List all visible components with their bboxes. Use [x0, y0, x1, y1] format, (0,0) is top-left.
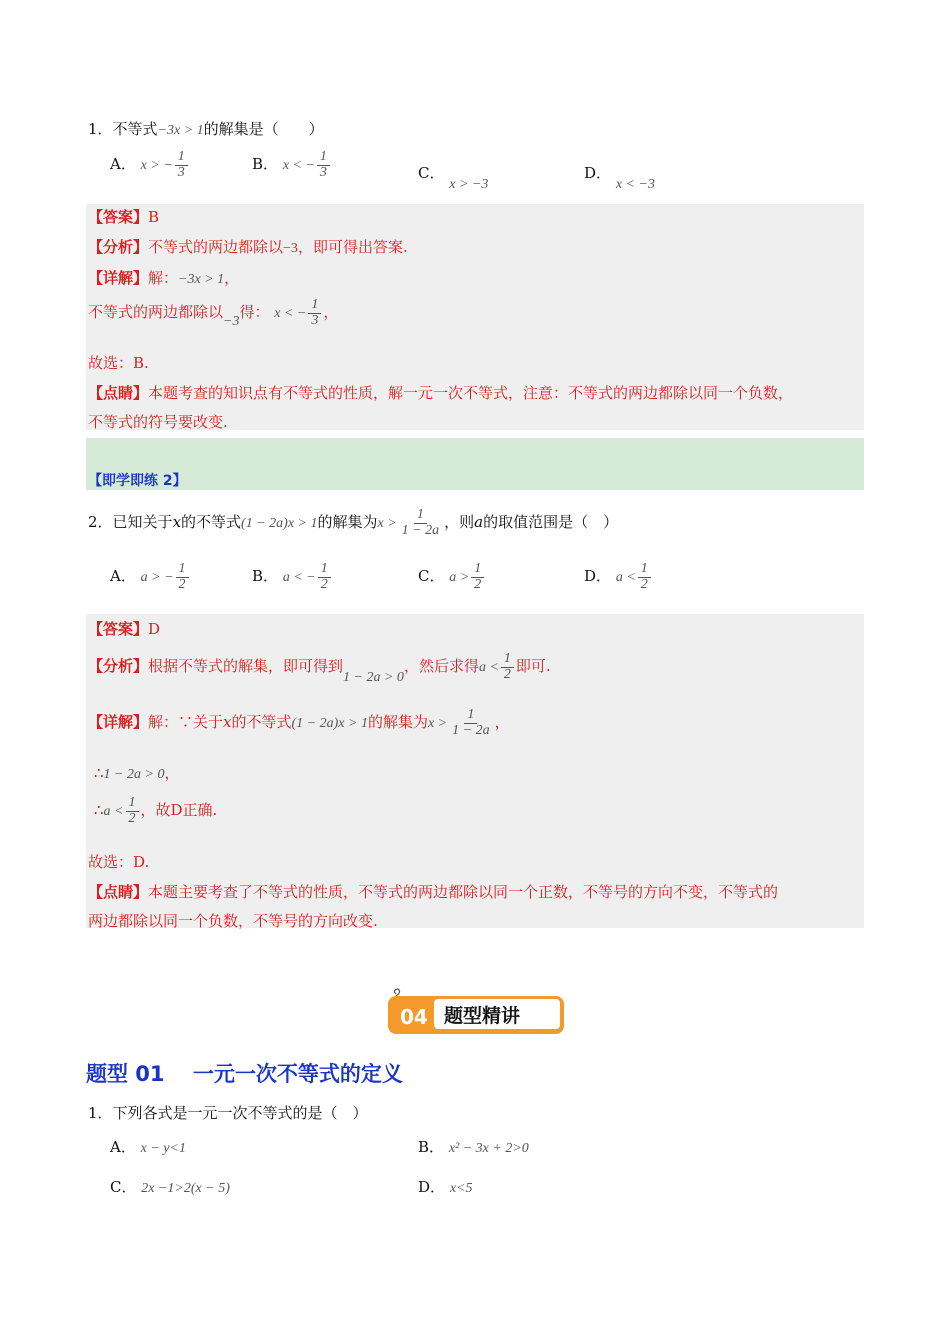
math-expression: a > − — [140, 570, 174, 586]
step-text: ，故D正确. — [140, 801, 218, 820]
option-label: C． — [418, 164, 445, 182]
question-text: 的不等式 — [181, 513, 242, 532]
detail-line-2 — [88, 298, 338, 328]
section-banner — [386, 988, 566, 1036]
numerator: 1 — [308, 298, 321, 314]
math-expression: a < − — [282, 570, 316, 586]
math-expression: x < − — [274, 306, 307, 322]
math-expression: (1 − 2a)x > 1 — [291, 716, 368, 732]
math-expression: x > − — [140, 158, 173, 174]
numerator: 1 — [317, 150, 330, 166]
comment-text: 本题考查的知识点有不等式的性质，解一元一次不等式，注意：不等式的两边都除以同一个负数， — [148, 384, 794, 402]
math-expression: x − y<1 — [140, 1141, 186, 1156]
analysis-line — [88, 236, 408, 257]
option-label: D． — [584, 567, 612, 586]
answer-line — [88, 206, 159, 227]
detail-text: 的解集为 — [367, 713, 428, 732]
option-label: D． — [584, 164, 612, 182]
math-expression: −3 — [223, 314, 240, 330]
numerator: 1 — [464, 708, 477, 724]
numerator: 1 — [638, 562, 651, 578]
question-2 — [88, 508, 618, 538]
option-d — [584, 562, 653, 592]
math-expression: x < − — [282, 158, 315, 174]
denominator: 2 — [178, 576, 186, 592]
option-c — [110, 1176, 230, 1197]
option-a — [110, 150, 190, 180]
variable: x — [172, 513, 182, 532]
numerator: 1 — [318, 562, 331, 578]
banner-title: 题型精讲 — [444, 1005, 521, 1027]
section-title: 题型 01 一元一次不等式的定义 — [86, 1062, 403, 1086]
answer-value: B — [148, 208, 160, 226]
detail-text: 得： — [239, 303, 270, 322]
question-number: 1． — [88, 1104, 113, 1122]
fraction — [449, 708, 492, 738]
denominator: 2 — [474, 576, 482, 592]
math-expression: a < — [478, 660, 499, 676]
option-d — [418, 1176, 472, 1197]
step-2 — [94, 796, 217, 826]
variable: a — [474, 513, 484, 532]
math-expression: (1 − 2a)x > 1 — [241, 516, 318, 532]
denominator: 3 — [319, 164, 327, 180]
option-d — [584, 162, 655, 192]
math-expression: x² − 3x + 2>0 — [448, 1141, 529, 1156]
question-text: 下列各式是一元一次不等式的是（ ） — [112, 1104, 368, 1122]
exercise-title: 【即学即练 2】 — [88, 473, 187, 489]
numerator: 1 — [501, 652, 514, 668]
detail-line — [88, 708, 510, 738]
answer-value: D — [148, 620, 161, 638]
math-expression: −3x > 1 — [178, 272, 225, 287]
numerator: 1 — [175, 150, 188, 166]
detail-text: ， — [224, 269, 240, 287]
option-label: A． — [110, 1138, 136, 1156]
comment-line — [88, 881, 778, 902]
analysis-text: 即可. — [515, 657, 551, 676]
question-text: 的解集为 — [317, 513, 378, 532]
option-label: C． — [418, 567, 445, 586]
detail-text: 的不等式 — [231, 713, 292, 732]
denominator: 2 — [503, 666, 511, 682]
therefore-symbol: ∴ — [94, 764, 104, 782]
fraction — [638, 562, 651, 592]
question-text: 的解集是（ ） — [203, 120, 324, 138]
denominator: 3 — [311, 312, 319, 328]
option-b — [252, 150, 332, 180]
detail-text: ， — [494, 713, 510, 732]
comment-line — [88, 382, 793, 403]
math-expression: 1 − 2a > 0 — [343, 670, 404, 686]
math-expression: 1 − 2a > 0 — [103, 767, 165, 782]
answer-line — [88, 618, 160, 639]
step-text: ， — [164, 764, 180, 782]
analysis-text: ，然后求得 — [403, 657, 479, 676]
denominator: 1 − 2a — [401, 522, 440, 538]
fraction — [126, 796, 139, 826]
fraction — [317, 150, 330, 180]
variable: x — [223, 713, 232, 732]
option-label: C． — [110, 1178, 137, 1196]
denominator: 1 − 2a — [452, 722, 490, 738]
math-expression: a > — [449, 570, 470, 586]
numerator: 1 — [471, 562, 484, 578]
step-1 — [94, 762, 179, 783]
denominator: 2 — [128, 810, 136, 826]
comment-text: 两边都除以同一个负数，不等号的方向改变. — [88, 912, 378, 930]
paperclip-icon — [394, 989, 399, 996]
option-a — [110, 562, 191, 592]
fraction — [175, 150, 188, 180]
analysis-text: 不等式的两边都除以 — [148, 238, 284, 256]
detail-text: 不等式的两边都除以 — [88, 303, 224, 322]
banner-number: 04 — [400, 1005, 428, 1029]
numerator: 1 — [126, 796, 139, 812]
option-b — [418, 1136, 529, 1157]
option-label: B． — [418, 1138, 445, 1156]
option-label: D． — [418, 1178, 446, 1196]
comment-tag: 【点睛】 — [88, 384, 149, 402]
choice-line: 故选：B. — [88, 354, 149, 372]
exercise-header-box — [86, 438, 864, 490]
math-expression: a < — [103, 804, 124, 820]
option-label: A． — [110, 567, 136, 586]
option-label: A． — [110, 155, 136, 174]
fraction — [318, 562, 331, 592]
denominator: 3 — [177, 164, 185, 180]
math-expression: x > — [427, 716, 448, 732]
math-expression: x < −3 — [615, 177, 655, 192]
math-expression: x > −3 — [449, 177, 489, 192]
question-number: 1． — [88, 120, 113, 138]
math-expression: x<5 — [449, 1181, 473, 1196]
comment-tag: 【点睛】 — [88, 883, 149, 901]
denominator: 2 — [640, 576, 648, 592]
math-expression: 2x −1>2(x − 5) — [141, 1181, 230, 1196]
option-label: B． — [252, 155, 279, 174]
fraction — [471, 562, 484, 592]
detail-line — [88, 267, 239, 288]
comment-text: 本题主要考查了不等式的性质，不等式的两边都除以同一个正数，不等号的方向不变，不等式的 — [148, 883, 779, 901]
analysis-line — [88, 651, 551, 686]
option-label: B． — [252, 567, 279, 586]
fraction — [399, 508, 442, 538]
math-expression: x > — [377, 516, 397, 532]
question-text: ，则 — [444, 513, 475, 532]
numerator: 1 — [176, 562, 189, 578]
math-expression: a < — [615, 570, 636, 586]
fraction — [308, 298, 321, 328]
answer-tag: 【答案】 — [88, 620, 149, 638]
detail-text: ， — [323, 303, 339, 322]
question-text: 的取值范围是（ ） — [483, 513, 619, 532]
question-text: 已知关于 — [112, 513, 173, 532]
option-c — [418, 562, 486, 592]
detail-text: 解： — [148, 269, 179, 287]
comment-text: 不等式的符号要改变. — [88, 413, 228, 431]
detail-tag: 【详解】 — [88, 269, 149, 287]
question-text: 不等式 — [112, 120, 158, 138]
analysis-text: ，即可得出答案. — [297, 238, 408, 256]
analysis-tag: 【分析】 — [88, 238, 149, 256]
analysis-text: 根据不等式的解集，即可得到 — [148, 657, 344, 676]
detail-text: 解：∵关于 — [148, 713, 224, 732]
question-number: 2． — [88, 513, 113, 532]
choice-line: 故选：D. — [88, 853, 150, 871]
answer-tag: 【答案】 — [88, 208, 149, 226]
detail-tag: 【详解】 — [88, 713, 149, 732]
question-1 — [88, 118, 324, 139]
fraction — [176, 562, 189, 592]
denominator: 2 — [320, 576, 328, 592]
option-b — [252, 562, 333, 592]
fraction — [501, 652, 514, 682]
question-3 — [88, 1102, 368, 1123]
option-a — [110, 1136, 186, 1157]
option-c — [418, 162, 489, 192]
therefore-symbol: ∴ — [94, 801, 104, 820]
numerator: 1 — [414, 508, 427, 524]
math-expression: −3 — [283, 241, 298, 256]
math-expression: −3x > 1 — [157, 123, 204, 138]
analysis-tag: 【分析】 — [88, 657, 149, 676]
